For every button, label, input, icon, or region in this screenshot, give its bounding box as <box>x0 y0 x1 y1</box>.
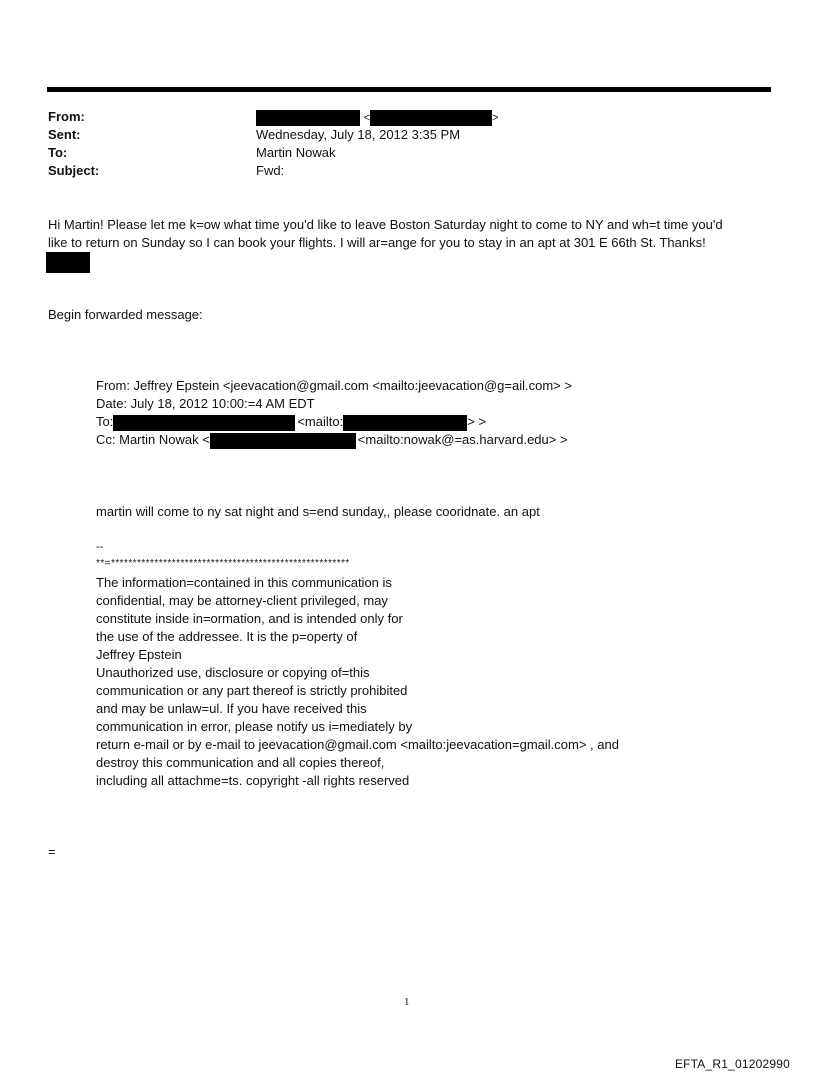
disclaimer-line: and may be unlaw=ul. If you have received this <box>96 701 367 716</box>
from-angle-close: > <box>492 112 499 124</box>
page-number: 1 <box>404 996 410 1008</box>
redaction-block <box>370 110 492 126</box>
sig-dashes: -- <box>96 541 104 553</box>
fwd-to-line <box>96 413 486 431</box>
disclaimer-line: communication or any part thereof is strictly prohibited <box>96 683 408 698</box>
subject-row <box>48 162 99 180</box>
disclaimer-line: the use of the addressee. It is the p=operty of <box>96 629 358 644</box>
fwd-date-line: Date: July 18, 2012 10:00:=4 AM EDT <box>96 396 315 411</box>
fwd-message: martin will come to ny sat night and s=end sunday,, please cooridnate. an apt <box>96 504 540 519</box>
fwd-to-mailto: <mailto: <box>297 414 344 429</box>
from-value <box>256 108 499 127</box>
fwd-to-prefix: To: <box>96 414 114 429</box>
to-label: To: <box>48 145 68 160</box>
sig-stars: **=******************************************************* <box>96 558 350 569</box>
disclaimer-line: including all attachme=ts. copyright -all rights reserved <box>96 773 410 788</box>
body-line-1: Hi Martin! Please let me k=ow what time you'd like to leave Boston Saturday night to come to NY and wh=t time you'd <box>48 217 723 232</box>
document-id: EFTA_R1_01202990 <box>674 1057 790 1071</box>
fwd-from-line: From: Jeffrey Epstein <jeevacation@gmail.com <mailto:jeevacation@g=ail.com> > <box>96 378 572 393</box>
redaction-block <box>256 110 360 126</box>
sent-row <box>48 126 81 144</box>
disclaimer-line: return e-mail or by e-mail to jeevacation@gmail.com <mailto:jeevacation=gmail.com> , and <box>96 737 619 752</box>
disclaimer-line: destroy this communication and all copies thereof, <box>96 755 385 770</box>
disclaimer-line: communication in error, please notify us i=mediately by <box>96 719 413 734</box>
subject-value: Fwd: <box>256 163 285 178</box>
trailing-equals: = <box>48 844 56 859</box>
from-label: From: <box>48 109 85 124</box>
redaction-block <box>343 415 467 431</box>
subject-label: Subject: <box>48 163 100 178</box>
to-value: Martin Nowak <box>256 145 336 160</box>
disclaimer-line: Jeffrey Epstein <box>96 647 182 662</box>
header-rule <box>47 87 771 92</box>
redaction-block <box>113 415 295 431</box>
fwd-cc-line <box>96 431 568 449</box>
disclaimer-line: constitute inside in=ormation, and is intended only for <box>96 611 403 626</box>
disclaimer-line: confidential, may be attorney-client privileged, may <box>96 593 388 608</box>
sent-label: Sent: <box>48 127 81 142</box>
to-row <box>48 144 67 162</box>
fwd-to-suffix: > > <box>467 414 487 429</box>
fwd-cc-prefix: Cc: Martin Nowak < <box>96 432 210 447</box>
from-row <box>48 108 85 126</box>
disclaimer-line: The information=contained in this communication is <box>96 575 392 590</box>
redacted-signature <box>46 252 90 273</box>
sent-value: Wednesday, July 18, 2012 3:35 PM <box>256 127 461 142</box>
fwd-cc-suffix: <mailto:nowak@=as.harvard.edu> > <box>357 432 568 447</box>
redaction-block <box>210 433 356 449</box>
from-angle-open: < <box>363 112 371 124</box>
body-line-2: like to return on Sunday so I can book your flights. I will ar=ange for you to stay in an apt at 301 E 66th St. Thanks! <box>48 235 706 250</box>
disclaimer-line: Unauthorized use, disclosure or copying of=this <box>96 665 370 680</box>
begin-forwarded: Begin forwarded message: <box>48 307 203 322</box>
